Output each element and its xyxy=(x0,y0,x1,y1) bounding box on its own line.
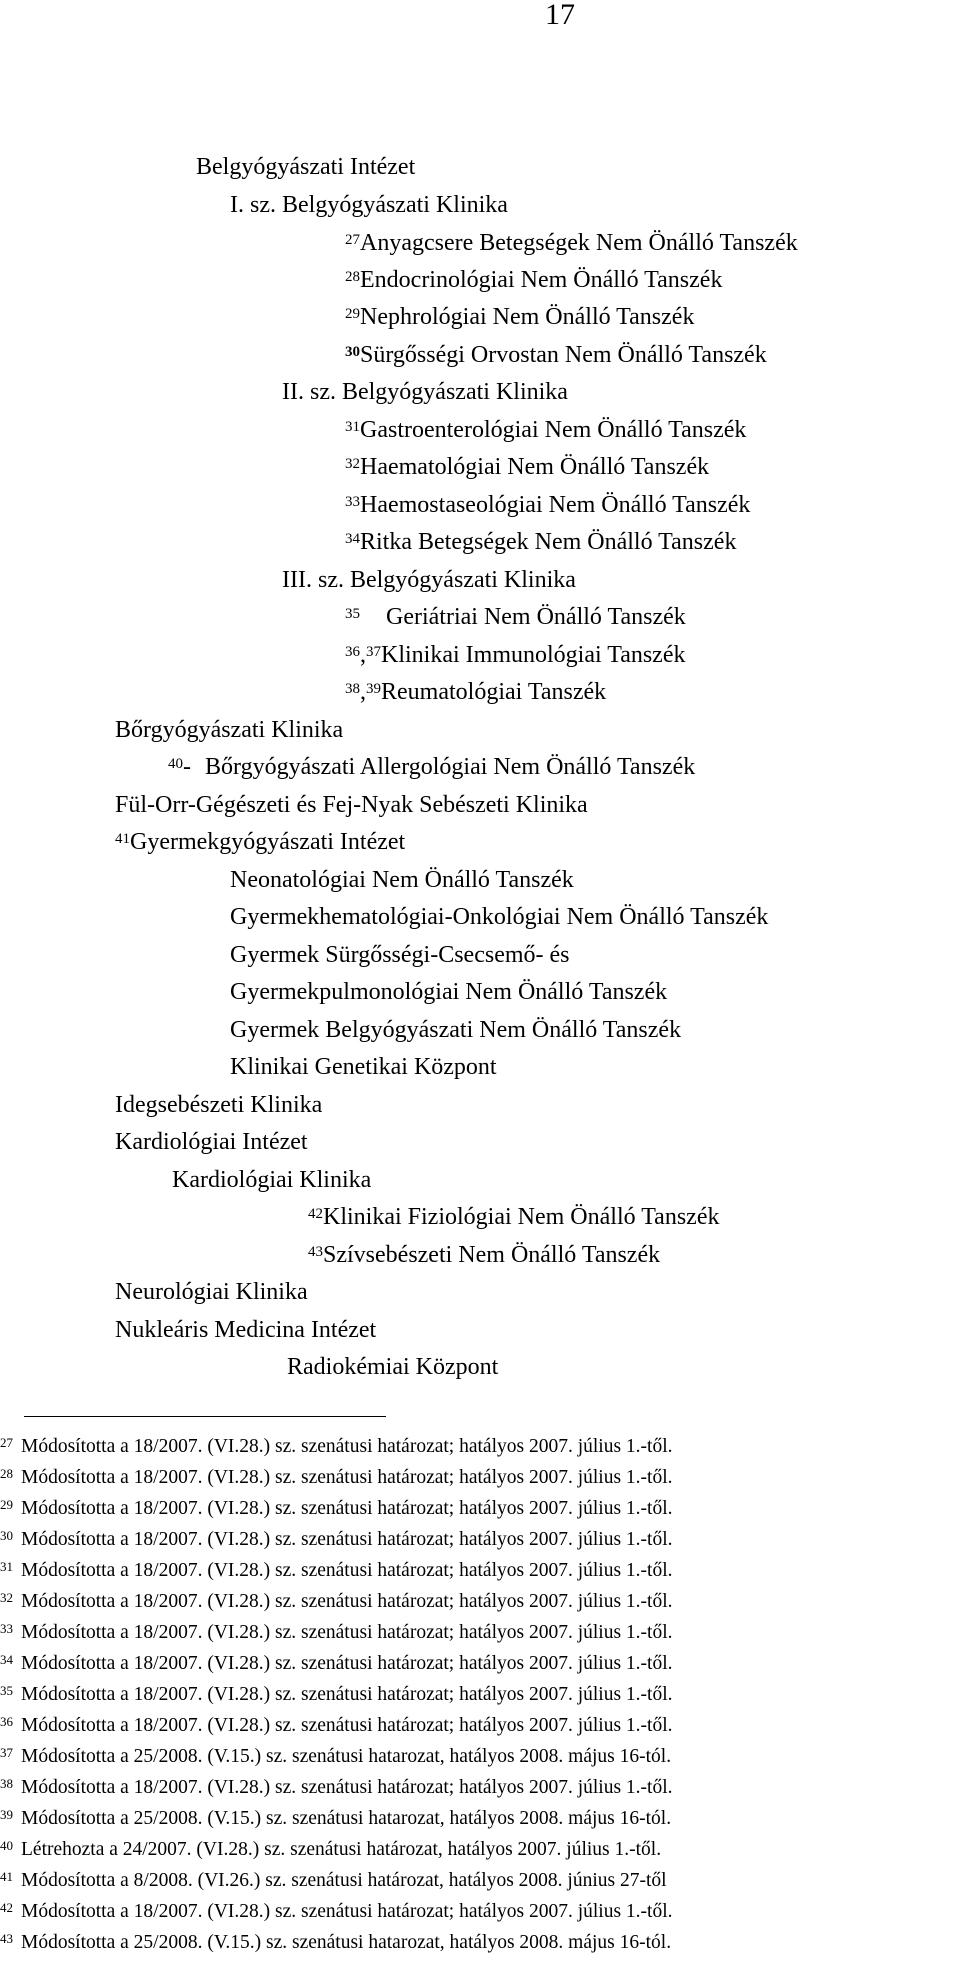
line-text: Haematológiai Nem Önálló Tanszék xyxy=(360,454,710,480)
footnote xyxy=(0,1682,673,1708)
line-text: III. sz. Belgyógyászati Klinika xyxy=(282,567,576,593)
footnote-ref: 38 xyxy=(345,681,360,697)
footnote xyxy=(0,1837,661,1863)
footnote xyxy=(0,1899,673,1925)
document-line xyxy=(282,377,568,407)
line-text: Kardiológiai Intézet xyxy=(115,1129,308,1155)
document-line xyxy=(345,415,746,445)
footnote-ref: 42 xyxy=(308,1206,323,1222)
line-text: Reumatológiai Tanszék xyxy=(381,679,607,705)
document-line xyxy=(115,1127,308,1157)
footnote-ref: 39 xyxy=(366,681,381,697)
line-text: Nephrológiai Nem Önálló Tanszék xyxy=(360,304,695,330)
footnote-text: Módosította a 18/2007. (VI.28.) sz. szenátusi határozat; hatályos 2007. július 1.-től. xyxy=(21,1560,673,1581)
footnote-text: Módosította a 25/2008. (V.15.) sz. szenátusi hatarozat, hatályos 2008. május 16-tól. xyxy=(21,1746,672,1767)
footnote-text: Módosította a 18/2007. (VI.28.) sz. szenátusi határozat; hatályos 2007. július 1.-től. xyxy=(21,1653,673,1674)
document-line xyxy=(345,452,709,482)
footnote-text: Módosította a 18/2007. (VI.28.) sz. szenátusi határozat; hatályos 2007. július 1.-től. xyxy=(21,1529,673,1550)
footnote-ref: 34 xyxy=(345,531,360,547)
footnote xyxy=(0,1744,671,1770)
footnote xyxy=(0,1930,671,1956)
footnote xyxy=(0,1806,671,1832)
footnote-ref: 30 xyxy=(345,344,360,360)
line-text: Gastroenterológiai Nem Önálló Tanszék xyxy=(360,417,747,443)
footnote-number: 27 xyxy=(0,1435,13,1450)
line-text: Neurológiai Klinika xyxy=(115,1279,308,1305)
footnote xyxy=(0,1651,673,1677)
line-text: Endocrinológiai Nem Önálló Tanszék xyxy=(360,267,723,293)
footnote-separator xyxy=(24,1416,386,1417)
document-line xyxy=(345,527,736,557)
document-line xyxy=(230,902,768,932)
line-text: Radiokémiai Központ xyxy=(287,1354,499,1380)
footnote-number: 34 xyxy=(0,1652,13,1667)
footnote-ref: 32 xyxy=(345,456,360,472)
line-text: Gyermekgyógyászati Intézet xyxy=(130,829,406,855)
footnote-number: 30 xyxy=(0,1528,13,1543)
footnote xyxy=(0,1713,673,1739)
document-line xyxy=(172,1165,371,1195)
line-text: Nukleáris Medicina Intézet xyxy=(115,1317,377,1343)
document-line xyxy=(115,1090,322,1120)
footnote-ref: 33 xyxy=(345,494,360,510)
line-text: Fül-Orr-Gégészeti és Fej-Nyak Sebészeti Klinika xyxy=(115,792,588,818)
footnote-number: 42 xyxy=(0,1900,13,1915)
document-line xyxy=(230,865,574,895)
footnote xyxy=(0,1620,673,1646)
document-line xyxy=(345,677,606,707)
line-text: Gyermekhematológiai-Onkológiai Nem Önálló Tanszék xyxy=(230,904,769,930)
document-line xyxy=(287,1352,498,1382)
line-text: Kardiológiai Klinika xyxy=(172,1167,372,1193)
document-line xyxy=(115,790,588,820)
document-line xyxy=(196,152,415,182)
footnote-text: Módosította a 18/2007. (VI.28.) sz. szenátusi határozat; hatályos 2007. július 1.-től. xyxy=(21,1901,673,1922)
footnote-text: Módosította a 18/2007. (VI.28.) sz. szenátusi határozat; hatályos 2007. július 1.-től. xyxy=(21,1777,673,1798)
document-line xyxy=(230,1015,681,1045)
document-line xyxy=(345,640,686,670)
line-text: Ritka Betegségek Nem Önálló Tanszék xyxy=(360,529,737,555)
document-line xyxy=(345,302,694,332)
footnote-number: 35 xyxy=(0,1683,13,1698)
line-text: Gyermekpulmonológiai Nem Önálló Tanszék xyxy=(230,979,668,1005)
document-line xyxy=(168,752,695,782)
footnote-number: 31 xyxy=(0,1559,13,1574)
document-line xyxy=(345,265,722,295)
footnote xyxy=(0,1434,673,1460)
document-line xyxy=(230,190,508,220)
line-text: Bőrgyógyászati Allergológiai Nem Önálló Tanszék xyxy=(205,754,696,780)
line-text: Klinikai Genetikai Központ xyxy=(230,1054,497,1080)
footnote-number: 28 xyxy=(0,1466,13,1481)
line-text: II. sz. Belgyógyászati Klinika xyxy=(282,379,568,405)
footnote-number: 39 xyxy=(0,1807,13,1822)
footnote-ref: 31 xyxy=(345,419,360,435)
footnote-text: Módosította a 18/2007. (VI.28.) sz. szenátusi határozat; hatályos 2007. július 1.-től. xyxy=(21,1498,673,1519)
document-line xyxy=(282,565,576,595)
line-text: Anyagcsere Betegségek Nem Önálló Tanszék xyxy=(360,230,798,256)
document-line xyxy=(115,715,343,745)
footnote-text: Módosította a 8/2008. (VI.26.) sz. szenátusi határozat, hatályos 2008. június 27-től xyxy=(21,1870,667,1891)
footnote-ref: 29 xyxy=(345,306,360,322)
footnote-text: Módosította a 18/2007. (VI.28.) sz. szenátusi határozat; hatályos 2007. július 1.-től. xyxy=(21,1436,673,1457)
footnote-text: Módosította a 25/2008. (V.15.) sz. szenátusi hatarozat, hatályos 2008. május 16-tól. xyxy=(21,1932,672,1953)
document-line xyxy=(230,977,667,1007)
footnote xyxy=(0,1496,673,1522)
line-text: Klinikai Immunológiai Tanszék xyxy=(381,642,686,668)
footnote-text: Módosította a 18/2007. (VI.28.) sz. szenátusi határozat; hatályos 2007. július 1.-től. xyxy=(21,1715,673,1736)
separator: , xyxy=(360,679,366,705)
separator: , xyxy=(360,642,366,668)
document-line xyxy=(115,1315,376,1345)
footnote-text: Módosította a 25/2008. (V.15.) sz. szenátusi hatarozat, hatályos 2008. május 16-tól. xyxy=(21,1808,672,1829)
document-line xyxy=(308,1240,660,1270)
footnote-number: 38 xyxy=(0,1776,13,1791)
footnote-ref: 36 xyxy=(345,644,360,660)
footnote-number: 32 xyxy=(0,1590,13,1605)
line-text: Idegsebészeti Klinika xyxy=(115,1092,323,1118)
separator: - xyxy=(183,754,191,780)
footnote-text: Módosította a 18/2007. (VI.28.) sz. szenátusi határozat; hatályos 2007. július 1.-től. xyxy=(21,1684,673,1705)
footnote-text: Módosította a 18/2007. (VI.28.) sz. szenátusi határozat; hatályos 2007. július 1.-től. xyxy=(21,1622,673,1643)
document-line xyxy=(345,340,767,370)
footnote xyxy=(0,1527,673,1553)
footnote-number: 43 xyxy=(0,1931,13,1946)
line-text: Belgyógyászati Intézet xyxy=(196,154,416,180)
footnote-ref: 41 xyxy=(115,831,130,847)
line-text: Haemostaseológiai Nem Önálló Tanszék xyxy=(360,492,751,518)
document-line xyxy=(345,602,686,632)
footnote-number: 40 xyxy=(0,1838,13,1853)
document-line xyxy=(345,228,798,258)
line-text: Sürgősségi Orvostan Nem Önálló Tanszék xyxy=(360,342,767,368)
footnote-text: Létrehozta a 24/2007. (VI.28.) sz. szenátusi határozat, hatályos 2007. július 1.-től. xyxy=(21,1839,662,1860)
page-number: 17 xyxy=(545,0,575,31)
line-text: Gyermek Sürgősségi-Csecsemő- és xyxy=(230,942,570,968)
footnote xyxy=(0,1558,673,1584)
footnote-number: 36 xyxy=(0,1714,13,1729)
document-line xyxy=(115,1277,308,1307)
footnote-number: 37 xyxy=(0,1745,13,1760)
footnote xyxy=(0,1868,667,1894)
line-text: I. sz. Belgyógyászati Klinika xyxy=(230,192,508,218)
line-text: Neonatológiai Nem Önálló Tanszék xyxy=(230,867,574,893)
footnote-ref: 37 xyxy=(366,644,381,660)
document-line xyxy=(230,1052,497,1082)
footnote-number: 33 xyxy=(0,1621,13,1636)
footnote-number: 29 xyxy=(0,1497,13,1512)
footnote-text: Módosította a 18/2007. (VI.28.) sz. szenátusi határozat; hatályos 2007. július 1.-től. xyxy=(21,1591,673,1612)
footnote-ref: 40 xyxy=(168,756,183,772)
footnote-text: Módosította a 18/2007. (VI.28.) sz. szenátusi határozat; hatályos 2007. július 1.-től. xyxy=(21,1467,673,1488)
line-text: Gyermek Belgyógyászati Nem Önálló Tanszék xyxy=(230,1017,682,1043)
footnote xyxy=(0,1465,673,1491)
line-text: Geriátriai Nem Önálló Tanszék xyxy=(386,604,686,630)
footnote-ref: 28 xyxy=(345,269,360,285)
line-text: Klinikai Fiziológiai Nem Önálló Tanszék xyxy=(323,1204,720,1230)
footnote-ref: 43 xyxy=(308,1244,323,1260)
document-line xyxy=(308,1202,719,1232)
footnote-ref: 27 xyxy=(345,232,360,248)
footnote-number: 41 xyxy=(0,1869,13,1884)
footnote-ref: 35 xyxy=(345,606,360,622)
document-line xyxy=(345,490,750,520)
line-text: Szívsebészeti Nem Önálló Tanszék xyxy=(323,1242,661,1268)
footnote xyxy=(0,1775,673,1801)
document-line xyxy=(115,827,405,857)
line-text: Bőrgyógyászati Klinika xyxy=(115,717,344,743)
footnote xyxy=(0,1589,673,1615)
document-line xyxy=(230,940,570,970)
